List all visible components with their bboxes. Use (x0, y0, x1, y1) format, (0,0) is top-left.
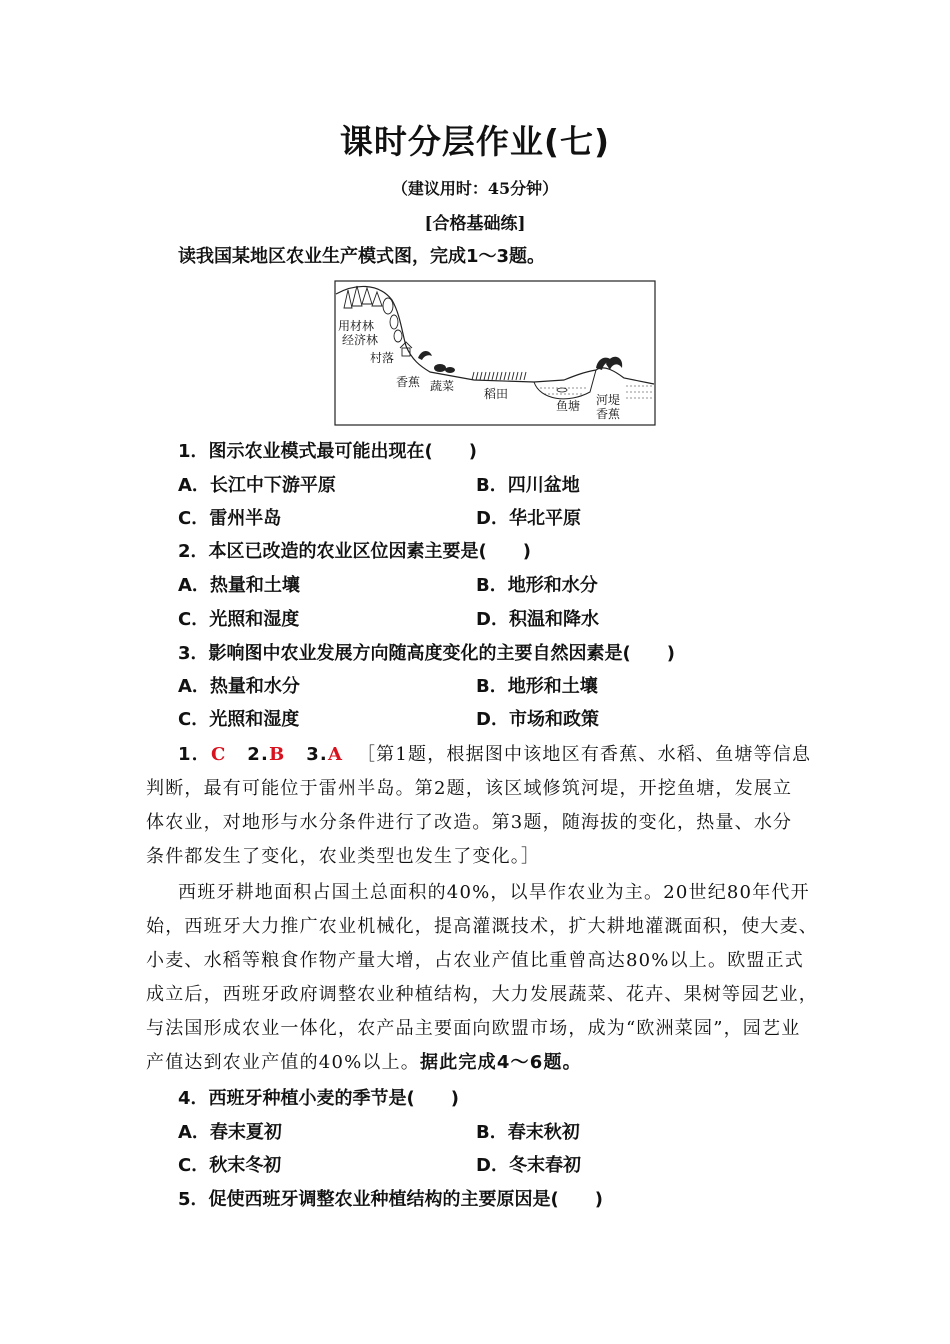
passage-line: 小麦、水稻等粮食作物产量大增，占农业产值比重曾高达80%以上。欧盟正式 (146, 950, 805, 971)
option-b: B．春末秋初 (476, 1122, 580, 1143)
passage-instruction: 据此完成4～6题。 (420, 1052, 582, 1073)
answer-explanation-first-line (178, 743, 811, 767)
answer-2-number: 2. (247, 744, 269, 765)
answer-2: B (269, 744, 286, 765)
option-b: B．四川盆地 (476, 475, 580, 496)
intro-text: 读我国某地区农业生产模式图，完成1～3题。 (178, 246, 546, 267)
label-economic-forest: 经济林 (342, 333, 379, 347)
option-c: C．光照和湿度 (178, 609, 300, 630)
answer-1-number: 1． (178, 744, 211, 765)
section-heading: [合格基础练] (424, 214, 526, 234)
option-b: B．地形和土壤 (476, 676, 598, 697)
answer-3: A (327, 744, 344, 765)
passage-line: 西班牙耕地面积占国土总面积的40%，以旱作农业为主。20世纪80年代开 (178, 882, 810, 903)
option-a: A．热量和水分 (178, 676, 300, 697)
passage-line: 与法国形成农业一体化，农产品主要面向欧盟市场，成为“欧洲菜园”，园艺业 (146, 1018, 801, 1039)
answer-3-number: 3. (306, 744, 328, 765)
option-d: D．华北平原 (476, 508, 581, 529)
question-stem: 2．本区已改造的农业区位因素主要是( ) (178, 541, 531, 562)
question-stem: 1．图示农业模式最可能出现在( ) (178, 441, 477, 462)
label-rice-field: 稻田 (484, 387, 509, 401)
option-c: C．雷州半岛 (178, 508, 282, 529)
question-stem: 3．影响图中农业发展方向随高度变化的主要自然因素是( ) (178, 643, 675, 664)
option-c: C．光照和湿度 (178, 709, 300, 730)
passage-line: 始，西班牙大力推广农业机械化，提高灌溉技术，扩大耕地灌溉面积，使大麦、 (146, 916, 818, 937)
option-c: C．秋末冬初 (178, 1155, 282, 1176)
question-stem: 4．西班牙种植小麦的季节是( ) (178, 1088, 459, 1109)
answer-1: C (210, 744, 227, 765)
explanation-line: 判断，最有可能位于雷州半岛。第2题，该区域修筑河堤，开挖鱼塘，发展立 (146, 778, 793, 799)
label-dike-banana: 香蕉 (596, 407, 621, 421)
passage-last-line (146, 1051, 582, 1075)
page-title: 课时分层作业(七) (339, 122, 611, 161)
option-d: D．市场和政策 (476, 709, 599, 730)
label-timber-forest: 用材林 (338, 319, 375, 333)
label-banana: 香蕉 (396, 375, 421, 389)
explanation-line: ［第1题，根据图中该地区有香蕉、水稻、鱼塘等信息 (356, 744, 812, 765)
explanation-line: 体农业，对地形与水分条件进行了改造。第3题，随海拔的变化，热量、水分 (146, 812, 793, 833)
passage-line: 产值达到农业产值的40%以上。 (146, 1052, 421, 1073)
option-a: A．春末夏初 (178, 1122, 282, 1143)
label-village: 村落 (370, 351, 395, 365)
question-stem: 5．促使西班牙调整农业种植结构的主要原因是( ) (178, 1189, 603, 1210)
label-river-dike: 河堤 (596, 393, 621, 407)
time-suggestion: （建议用时：45分钟） (391, 179, 559, 198)
option-a: A．热量和土壤 (178, 575, 300, 596)
option-a: A．长江中下游平原 (178, 475, 336, 496)
explanation-line: 条件都发生了变化，农业类型也发生了变化。］ (146, 846, 541, 867)
agriculture-model-diagram (334, 280, 656, 426)
option-b: B．地形和水分 (476, 575, 598, 596)
option-d: D．积温和降水 (476, 609, 599, 630)
label-fish-pond: 鱼塘 (556, 399, 581, 413)
label-vegetables: 蔬菜 (430, 379, 455, 393)
option-d: D．冬末春初 (476, 1155, 581, 1176)
passage-line: 成立后，西班牙政府调整农业种植结构，大力发展蔬菜、花卉、果树等园艺业， (146, 984, 818, 1005)
